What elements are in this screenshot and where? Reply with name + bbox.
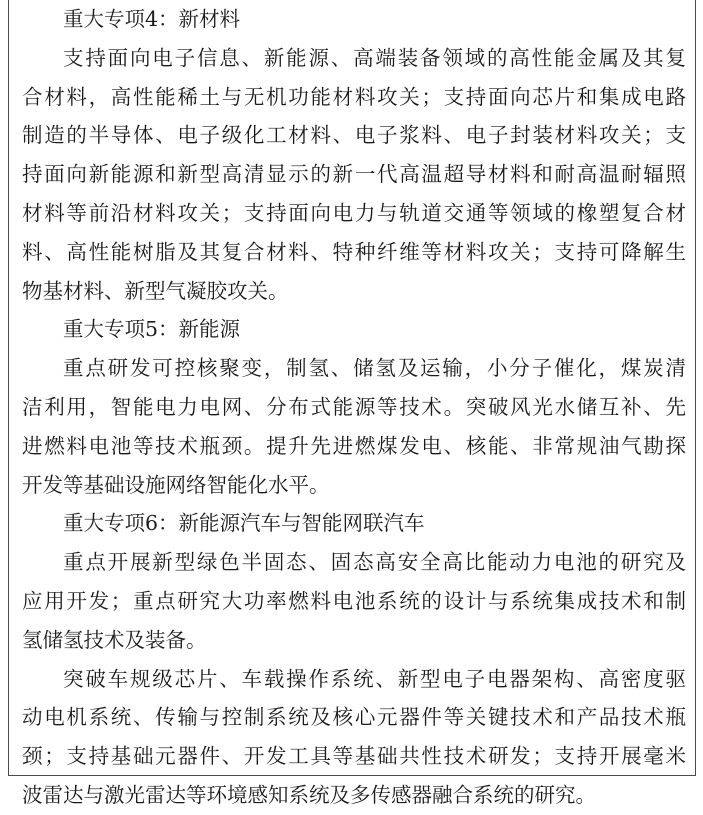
section-heading-new-materials: 重大专项4：新材料 (63, 7, 241, 31)
paragraph-line: 氢储氢技术及装备。 (22, 627, 207, 652)
paragraph-nev-chips (22, 660, 686, 815)
paragraph-line: 材料等前沿材料攻关；支持面向电力与轨道交通等领域的橡塑复合材 (22, 200, 686, 225)
paragraph-new-energy (22, 349, 686, 504)
paragraph-line: 料、高性能树脂及其复合材料、特种纤维等材料攻关；支持可降解生 (22, 239, 686, 264)
paragraph-new-materials (22, 39, 686, 311)
paragraph-line: 支持面向电子信息、新能源、高端装备领域的高性能金属及其复 (63, 45, 686, 70)
document-body (22, 0, 686, 815)
paragraph-line: 重点开展新型绿色半固态、固态高安全高比能动力电池的研究及 (63, 550, 686, 575)
paragraph-line: 突破车规级芯片、车载操作系统、新型电子电器架构、高密度驱 (63, 666, 686, 691)
paragraph-line: 动电机系统、传输与控制系统及核心元器件等关键技术和产品技术瓶 (22, 705, 686, 730)
section-heading-nev-icv: 重大专项6：新能源汽车与智能网联汽车 (63, 511, 425, 536)
paragraph-line: 制造的半导体、电子级化工材料、电子浆料、电子封装材料攻关；支 (22, 123, 686, 148)
paragraph-nev-batteries (22, 543, 686, 659)
paragraph-line: 持面向新能源和新型高清显示的新一代高温超导材料和耐高温耐辐照 (22, 162, 686, 187)
paragraph-line: 洁利用，智能电力电网、分布式能源等技术。突破风光水储互补、先 (22, 394, 686, 419)
section-heading-new-energy: 重大专项5：新能源 (63, 317, 241, 342)
paragraph-line: 开发等基础设施网络智能化水平。 (22, 472, 330, 497)
paragraph-line: 物基材料、新型气凝胶攻关。 (22, 278, 289, 303)
paragraph-line: 重点研发可控核聚变，制氢、储氢及运输，小分子催化，煤炭清 (63, 356, 686, 381)
paragraph-line: 波雷达与激光雷达等环境感知系统及多传感器融合系统的研究。 (22, 782, 596, 807)
paragraph-line: 应用开发；重点研究大功率燃料电池系统的设计与系统集成技术和制 (22, 588, 686, 613)
paragraph-line: 进燃料电池等技术瓶颈。提升先进燃煤发电、核能、非常规油气勘探 (22, 433, 686, 458)
paragraph-line: 合材料，高性能稀土与无机功能材料攻关；支持面向芯片和集成电路 (22, 84, 686, 109)
paragraph-line: 颈；支持基础元器件、开发工具等基础共性技术研发；支持开展毫米 (22, 744, 686, 769)
